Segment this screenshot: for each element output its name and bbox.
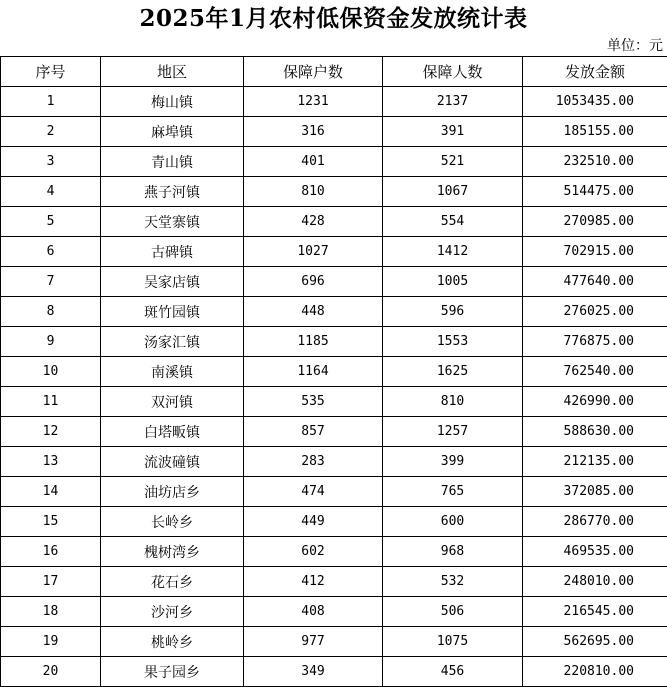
- cell-amount[interactable]: 276025.00: [523, 297, 667, 327]
- header-region[interactable]: 地区: [101, 57, 244, 87]
- cell-households[interactable]: 449: [244, 507, 383, 537]
- cell-households[interactable]: 696: [244, 267, 383, 297]
- cell-region[interactable]: 长岭乡: [101, 507, 244, 537]
- table-row: [1, 387, 667, 417]
- table-row: [1, 507, 667, 537]
- cell-region[interactable]: 青山镇: [101, 147, 244, 177]
- table-row: [1, 177, 667, 207]
- cell-households[interactable]: 349: [244, 657, 383, 687]
- cell-households[interactable]: 474: [244, 477, 383, 507]
- cell-amount[interactable]: 286770.00: [523, 507, 667, 537]
- header-persons[interactable]: 保障人数: [383, 57, 523, 87]
- cell-amount[interactable]: 216545.00: [523, 597, 667, 627]
- cell-region[interactable]: 白塔畈镇: [101, 417, 244, 447]
- cell-households[interactable]: 408: [244, 597, 383, 627]
- cell-persons[interactable]: 506: [383, 597, 523, 627]
- table-row: [1, 117, 667, 147]
- cell-amount[interactable]: 426990.00: [523, 387, 667, 417]
- cell-households[interactable]: 1164: [244, 357, 383, 387]
- cell-amount[interactable]: 702915.00: [523, 237, 667, 267]
- cell-households[interactable]: 857: [244, 417, 383, 447]
- cell-persons[interactable]: 532: [383, 567, 523, 597]
- cell-region[interactable]: 桃岭乡: [101, 627, 244, 657]
- cell-households[interactable]: 1185: [244, 327, 383, 357]
- cell-amount[interactable]: 588630.00: [523, 417, 667, 447]
- cell-households[interactable]: 1027: [244, 237, 383, 267]
- cell-index[interactable]: 17: [1, 567, 101, 597]
- cell-amount[interactable]: 514475.00: [523, 177, 667, 207]
- cell-index[interactable]: 5: [1, 207, 101, 237]
- cell-amount[interactable]: 1053435.00: [523, 87, 667, 117]
- cell-amount[interactable]: 270985.00: [523, 207, 667, 237]
- cell-index[interactable]: 14: [1, 477, 101, 507]
- cell-index[interactable]: 6: [1, 237, 101, 267]
- cell-persons[interactable]: 1067: [383, 177, 523, 207]
- cell-index[interactable]: 2: [1, 117, 101, 147]
- cell-region[interactable]: 沙河乡: [101, 597, 244, 627]
- cell-households[interactable]: 401: [244, 147, 383, 177]
- cell-region[interactable]: 燕子河镇: [101, 177, 244, 207]
- cell-amount[interactable]: 776875.00: [523, 327, 667, 357]
- header-index[interactable]: 序号: [1, 57, 101, 87]
- cell-persons[interactable]: 810: [383, 387, 523, 417]
- cell-index[interactable]: 9: [1, 327, 101, 357]
- cell-region[interactable]: 双河镇: [101, 387, 244, 417]
- cell-persons[interactable]: 600: [383, 507, 523, 537]
- cell-persons[interactable]: 554: [383, 207, 523, 237]
- cell-persons[interactable]: 391: [383, 117, 523, 147]
- sheet-title: 2025年1月农村低保资金发放统计表: [139, 5, 528, 32]
- cell-households[interactable]: 448: [244, 297, 383, 327]
- cell-households[interactable]: 412: [244, 567, 383, 597]
- cell-index[interactable]: 20: [1, 657, 101, 687]
- cell-persons[interactable]: 765: [383, 477, 523, 507]
- cell-index[interactable]: 11: [1, 387, 101, 417]
- cell-amount[interactable]: 248010.00: [523, 567, 667, 597]
- cell-persons[interactable]: 1625: [383, 357, 523, 387]
- cell-persons[interactable]: 399: [383, 447, 523, 477]
- cell-index[interactable]: 10: [1, 357, 101, 387]
- header-households[interactable]: 保障户数: [244, 57, 383, 87]
- cell-households[interactable]: 602: [244, 537, 383, 567]
- cell-region[interactable]: 麻埠镇: [101, 117, 244, 147]
- cell-region[interactable]: 斑竹园镇: [101, 297, 244, 327]
- cell-region[interactable]: 流波䃥镇: [101, 447, 244, 477]
- statistics-table: [0, 56, 667, 687]
- cell-households[interactable]: 977: [244, 627, 383, 657]
- cell-households[interactable]: 316: [244, 117, 383, 147]
- cell-region[interactable]: 油坊店乡: [101, 477, 244, 507]
- cell-persons[interactable]: 1412: [383, 237, 523, 267]
- header-row: [1, 57, 667, 87]
- cell-amount[interactable]: 372085.00: [523, 477, 667, 507]
- cell-households[interactable]: 428: [244, 207, 383, 237]
- table-row: [1, 357, 667, 387]
- cell-persons[interactable]: 521: [383, 147, 523, 177]
- cell-amount[interactable]: 212135.00: [523, 447, 667, 477]
- cell-index[interactable]: 8: [1, 297, 101, 327]
- table-row: [1, 537, 667, 567]
- table-row: [1, 267, 667, 297]
- cell-index[interactable]: 15: [1, 507, 101, 537]
- cell-persons[interactable]: 596: [383, 297, 523, 327]
- table-row: [1, 237, 667, 267]
- cell-households[interactable]: 283: [244, 447, 383, 477]
- cell-index[interactable]: 13: [1, 447, 101, 477]
- cell-amount[interactable]: 220810.00: [523, 657, 667, 687]
- cell-region[interactable]: 果子园乡: [101, 657, 244, 687]
- cell-amount[interactable]: 762540.00: [523, 357, 667, 387]
- table-row: [1, 147, 667, 177]
- cell-region[interactable]: 天堂寨镇: [101, 207, 244, 237]
- cell-amount[interactable]: 469535.00: [523, 537, 667, 567]
- cell-persons[interactable]: 2137: [383, 87, 523, 117]
- cell-region[interactable]: 梅山镇: [101, 87, 244, 117]
- table-row: [1, 297, 667, 327]
- cell-region[interactable]: 槐树湾乡: [101, 537, 244, 567]
- cell-index[interactable]: 7: [1, 267, 101, 297]
- cell-index[interactable]: 16: [1, 537, 101, 567]
- cell-index[interactable]: 4: [1, 177, 101, 207]
- table-row: [1, 567, 667, 597]
- cell-region[interactable]: 汤家汇镇: [101, 327, 244, 357]
- table-row: [1, 327, 667, 357]
- unit-label: 单位：元: [607, 38, 663, 54]
- cell-amount[interactable]: 232510.00: [523, 147, 667, 177]
- cell-persons[interactable]: 968: [383, 537, 523, 567]
- cell-persons[interactable]: 1553: [383, 327, 523, 357]
- table-row: [1, 417, 667, 447]
- cell-households[interactable]: 810: [244, 177, 383, 207]
- cell-persons[interactable]: 1075: [383, 627, 523, 657]
- cell-region[interactable]: 南溪镇: [101, 357, 244, 387]
- cell-region[interactable]: 古碑镇: [101, 237, 244, 267]
- table-row: [1, 657, 667, 687]
- table-body: [1, 87, 667, 687]
- table-row: [1, 477, 667, 507]
- cell-index[interactable]: 18: [1, 597, 101, 627]
- cell-amount[interactable]: 477640.00: [523, 267, 667, 297]
- table-row: [1, 87, 667, 117]
- cell-persons[interactable]: 456: [383, 657, 523, 687]
- table-row: [1, 207, 667, 237]
- cell-index[interactable]: 12: [1, 417, 101, 447]
- table-row: [1, 597, 667, 627]
- cell-region[interactable]: 吴家店镇: [101, 267, 244, 297]
- cell-amount[interactable]: 562695.00: [523, 627, 667, 657]
- cell-households[interactable]: 1231: [244, 87, 383, 117]
- table-row: [1, 447, 667, 477]
- cell-persons[interactable]: 1257: [383, 417, 523, 447]
- cell-persons[interactable]: 1005: [383, 267, 523, 297]
- cell-region[interactable]: 花石乡: [101, 567, 244, 597]
- header-amount[interactable]: 发放金额: [523, 57, 667, 87]
- cell-index[interactable]: 3: [1, 147, 101, 177]
- cell-amount[interactable]: 185155.00: [523, 117, 667, 147]
- table-row: [1, 627, 667, 657]
- cell-index[interactable]: 19: [1, 627, 101, 657]
- cell-households[interactable]: 535: [244, 387, 383, 417]
- cell-index[interactable]: 1: [1, 87, 101, 117]
